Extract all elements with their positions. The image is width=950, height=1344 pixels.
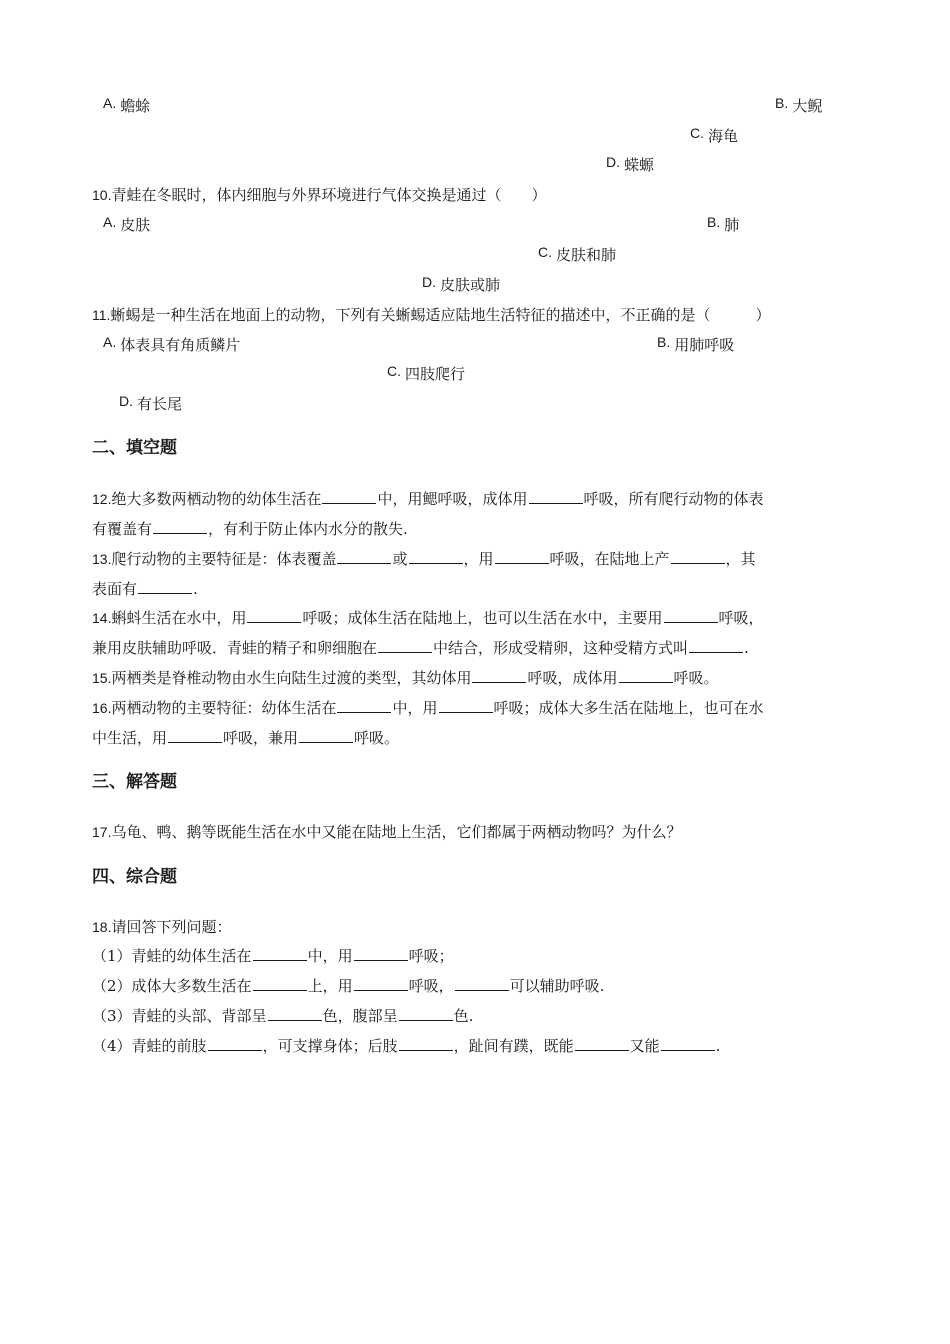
q15-line-1: 15.两栖类是脊椎动物由水生向陆生过渡的类型，其幼体用 呼吸，成体用 呼吸。 [92,669,719,687]
q13-line-1: 13.爬行动物的主要特征是：体表覆盖 或 ，用 呼吸，在陆地上产 ，其 [92,550,756,568]
blank[interactable] [575,1035,629,1051]
section-comprehensive-heading: 四、综合题 [92,867,177,887]
q14-line-1: 14.蝌蚪生活在水中，用 呼吸；成体生活在陆地上，也可以生活在水中，主要用 呼吸， [92,609,764,627]
blank[interactable] [439,697,493,713]
q11-option-b[interactable]: B. 用肺呼吸 [657,334,735,354]
q9-option-d[interactable]: D. 蝾螈 [606,154,655,174]
blank[interactable] [268,1005,322,1021]
section-answer-heading: 三、解答题 [92,772,177,792]
blank[interactable] [168,727,222,743]
section-fill-heading: 二、填空题 [92,438,177,458]
q13-line-2: 表面有 . [92,580,198,598]
blank[interactable] [378,637,432,653]
blank[interactable] [472,667,526,683]
blank[interactable] [337,697,391,713]
q11-option-a[interactable]: A. 体表具有角质鳞片 [103,334,241,354]
q10-option-d[interactable]: D. 皮肤或肺 [422,274,501,294]
q9-option-a[interactable]: A. 蟾蜍 [103,95,151,115]
q10-option-a[interactable]: A. 皮肤 [103,214,151,234]
blank[interactable] [247,607,301,623]
blank[interactable] [153,518,207,534]
q18-part-3: （3）青蛙的头部、背部呈 色，腹部呈 色. [92,1007,474,1025]
q11-option-d[interactable]: D. 有长尾 [119,393,183,413]
q12-line-2: 有覆盖有 ，有利于防止体内水分的散失. [92,520,408,538]
blank[interactable] [208,1035,262,1051]
q16-line-2: 中生活，用 呼吸，兼用 呼吸。 [92,729,400,747]
blank[interactable] [138,578,192,594]
blank[interactable] [354,945,408,961]
blank[interactable] [253,975,307,991]
blank[interactable] [322,488,376,504]
blank[interactable] [619,667,673,683]
blank[interactable] [671,548,725,564]
blank[interactable] [661,1035,715,1051]
blank[interactable] [399,1035,453,1051]
q16-line-1: 16.两栖动物的主要特征：幼体生活在 中，用 呼吸；成体大多生活在陆地上，也可在水 [92,699,764,717]
q12-line-1: 12.绝大多数两栖动物的幼体生活在 中，用鳃呼吸，成体用 呼吸，所有爬行动物的体表 [92,490,764,508]
q10-option-c[interactable]: C. 皮肤和肺 [538,244,617,264]
blank[interactable] [299,727,353,743]
q14-line-2: 兼用皮肤辅助呼吸．青蛙的精子和卵细胞在 中结合，形成受精卵，这种受精方式叫 . [92,639,749,657]
q11-stem: 11.蜥蜴是一种生活在地面上的动物，下列有关蜥蜴适应陆地生活特征的描述中，不正确的是（ ） [92,306,771,324]
blank[interactable] [409,548,463,564]
blank[interactable] [399,1005,453,1021]
q10-stem: 10.青蛙在冬眠时，体内细胞与外界环境进行气体交换是通过（ ） [92,186,547,204]
q18-part-4: （4）青蛙的前肢 ，可支撑身体；后肢 ，趾间有蹼，既能 又能 . [92,1037,721,1055]
q11-option-c[interactable]: C. 四肢爬行 [387,363,466,383]
q17-stem: 17.乌龟、鸭、鹅等既能生活在水中又能在陆地上生活，它们都属于两栖动物吗？为什么？ [92,823,682,841]
blank[interactable] [253,945,307,961]
q10-option-b[interactable]: B. 肺 [707,214,740,234]
blank[interactable] [529,488,583,504]
q18-part-2: （2）成体大多数生活在 上，用 呼吸， 可以辅助呼吸. [92,977,605,995]
q9-option-b[interactable]: B. 大鲵 [775,95,823,115]
blank[interactable] [455,975,509,991]
blank[interactable] [354,975,408,991]
q18-stem: 18.请回答下列问题： [92,918,232,936]
blank[interactable] [664,607,718,623]
blank[interactable] [337,548,391,564]
blank[interactable] [689,637,743,653]
blank[interactable] [495,548,549,564]
q18-part-1: （1）青蛙的幼体生活在 中，用 呼吸； [92,947,454,965]
q9-option-c[interactable]: C. 海龟 [690,125,739,145]
